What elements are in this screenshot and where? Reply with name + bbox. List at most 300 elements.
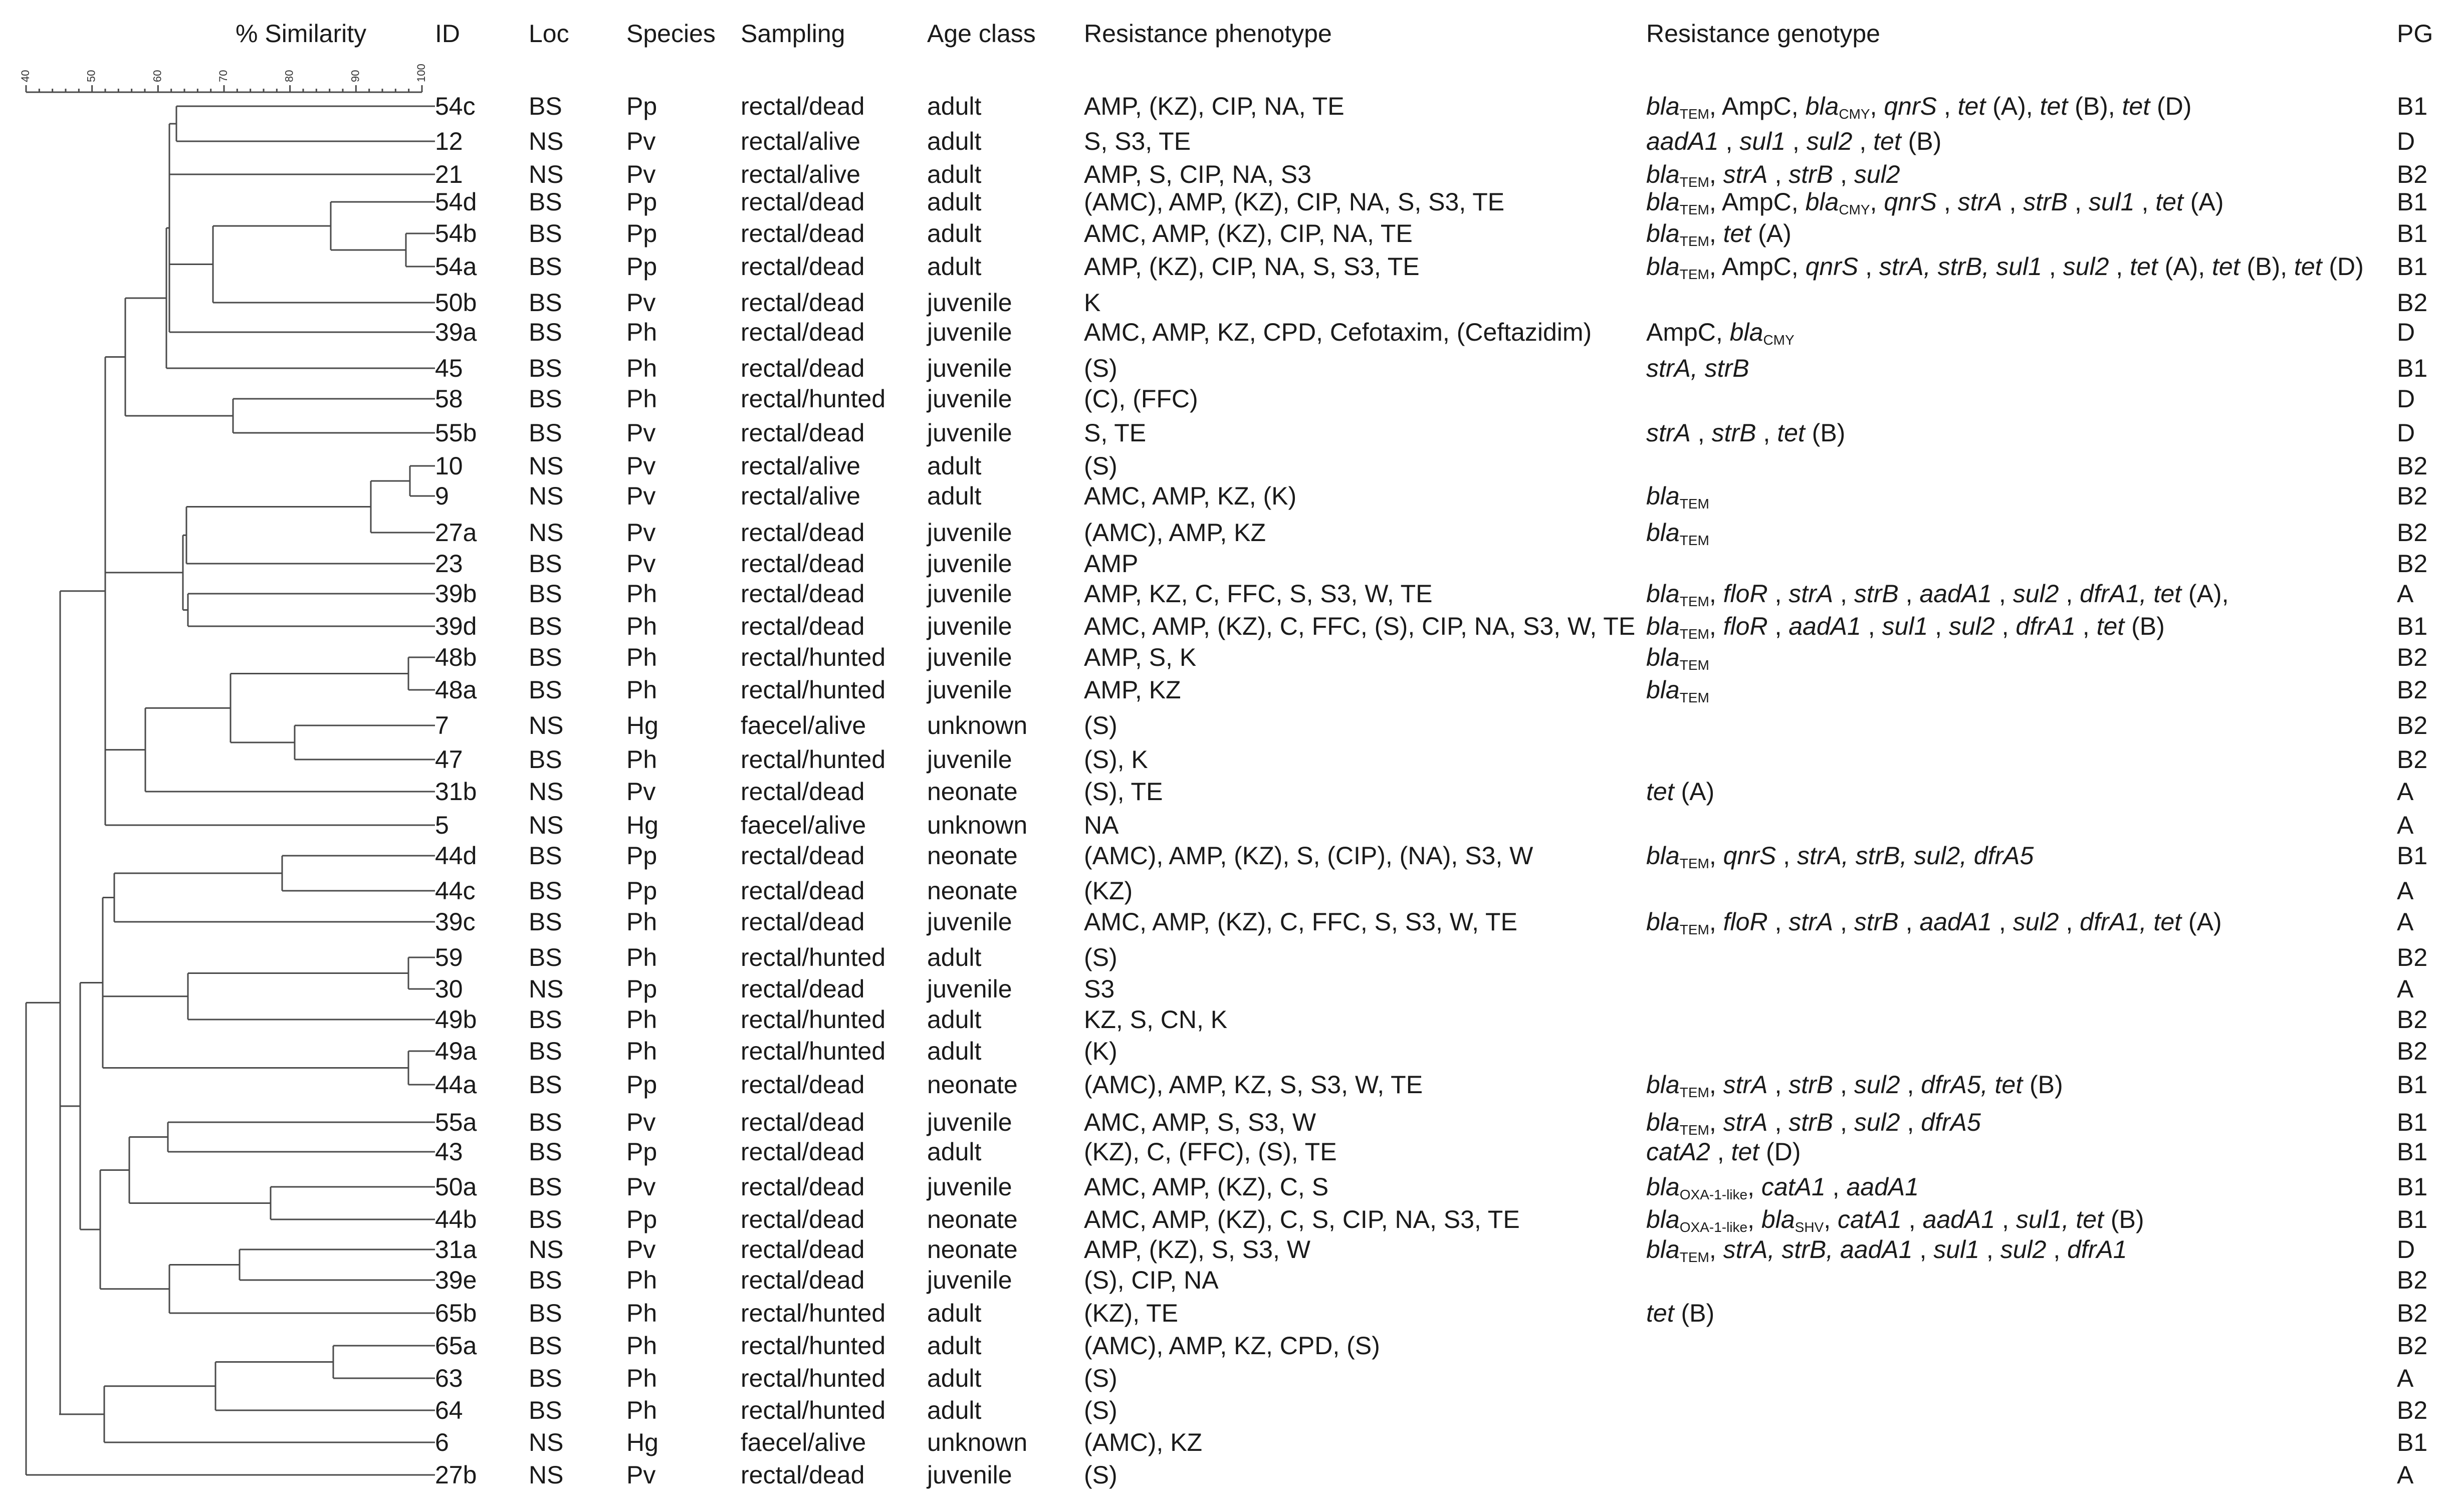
genotype-segment: (B) bbox=[1901, 127, 1942, 155]
genotype-cell bbox=[1646, 1174, 1919, 1202]
sampling-cell: rectal/dead bbox=[741, 92, 865, 120]
genotype-segment: , bbox=[1767, 160, 1789, 188]
isolate-id-cell: 48a bbox=[435, 676, 477, 704]
genotype-segment: sul1, tet bbox=[2016, 1205, 2104, 1233]
genotype-segment: strB bbox=[1854, 908, 1899, 936]
axis-tick-label: 50 bbox=[85, 70, 98, 82]
genotype-segment: bla bbox=[1805, 188, 1839, 216]
sampling-cell: rectal/dead bbox=[741, 1461, 865, 1489]
genotype-segment: bla bbox=[1646, 188, 1680, 216]
sampling-cell: rectal/hunted bbox=[741, 1037, 886, 1065]
isolate-id-cell: 12 bbox=[435, 127, 463, 155]
genotype-segment: , AmpC, bbox=[1709, 188, 1806, 216]
genotype-segment: TEM bbox=[1679, 856, 1709, 871]
sampling-cell: rectal/dead bbox=[741, 1173, 865, 1201]
phenotype-cell: (S) bbox=[1084, 943, 1118, 971]
genotype-cell bbox=[1646, 162, 1900, 189]
age-class-cell: juvenile bbox=[927, 1461, 1012, 1489]
location-cell: BS bbox=[529, 877, 562, 905]
genotype-segment: sul1 bbox=[1739, 127, 1786, 155]
genotype-segment: , bbox=[1861, 612, 1882, 640]
isolate-id-cell: 9 bbox=[435, 482, 449, 510]
axis-tick-label: 70 bbox=[217, 70, 230, 82]
genotype-segment: bla bbox=[1646, 643, 1680, 671]
species-cell: Ph bbox=[626, 1005, 657, 1034]
sampling-cell: rectal/dead bbox=[741, 580, 865, 608]
species-cell: Pp bbox=[626, 975, 657, 1003]
sampling-cell: rectal/dead bbox=[741, 318, 865, 346]
location-cell: BS bbox=[529, 842, 562, 870]
genotype-segment: , bbox=[1747, 1173, 1761, 1201]
genotype-segment: , bbox=[1992, 580, 2013, 608]
species-cell: Hg bbox=[626, 1428, 658, 1456]
phenotype-cell: (AMC), KZ bbox=[1084, 1428, 1203, 1456]
phylogroup-cell: D bbox=[2397, 127, 2415, 155]
species-cell: Ph bbox=[626, 1364, 657, 1392]
genotype-segment: , bbox=[1901, 1205, 1923, 1233]
sampling-cell: rectal/dead bbox=[741, 188, 865, 216]
axis-tick-label: 40 bbox=[19, 70, 32, 82]
genotype-segment: dfrA1, tet bbox=[2080, 908, 2182, 936]
genotype-segment: , bbox=[2046, 1235, 2068, 1264]
sampling-cell: faecel/alive bbox=[741, 711, 866, 739]
genotype-cell bbox=[1646, 320, 1795, 347]
genotype-segment: (B) bbox=[2023, 1071, 2063, 1099]
genotype-segment: , bbox=[1767, 612, 1789, 640]
isolate-id-cell: 23 bbox=[435, 550, 463, 578]
age-class-cell: juvenile bbox=[927, 580, 1012, 608]
isolate-id-cell: 63 bbox=[435, 1364, 463, 1392]
genotype-segment: aadA1 bbox=[1846, 1173, 1919, 1201]
genotype-segment: (D) bbox=[1759, 1138, 1801, 1166]
phenotype-cell: AMP, (KZ), S, S3, W bbox=[1084, 1235, 1310, 1264]
phenotype-cell: AMC, AMP, (KZ), C, S bbox=[1084, 1173, 1329, 1201]
genotype-segment: tet bbox=[1723, 219, 1751, 247]
isolate-id-cell: 39c bbox=[435, 908, 476, 936]
genotype-segment: TEM bbox=[1679, 202, 1709, 217]
genotype-cell bbox=[1646, 614, 2165, 641]
genotype-segment: , bbox=[1690, 419, 1712, 447]
genotype-segment: , bbox=[1870, 92, 1884, 120]
phenotype-cell: (KZ), TE bbox=[1084, 1299, 1178, 1327]
species-cell: Pv bbox=[626, 1235, 656, 1264]
genotype-segment: strA bbox=[1789, 580, 1834, 608]
genotype-segment: (A), bbox=[1985, 92, 2040, 120]
genotype-segment: , bbox=[2042, 253, 2063, 281]
genotype-segment: , bbox=[1833, 580, 1854, 608]
sampling-cell: rectal/hunted bbox=[741, 745, 886, 774]
genotype-segment: , bbox=[1709, 842, 1723, 870]
genotype-segment: , AmpC, bbox=[1709, 92, 1806, 120]
isolate-id-cell: 58 bbox=[435, 385, 463, 413]
genotype-cell bbox=[1646, 843, 2034, 871]
loc-header: Loc bbox=[529, 20, 569, 48]
genotype-segment: aadA1 bbox=[1922, 1205, 1995, 1233]
species-cell: Hg bbox=[626, 811, 658, 839]
isolate-id-cell: 54a bbox=[435, 253, 477, 281]
genotype-segment: , bbox=[1833, 1071, 1854, 1099]
location-cell: BS bbox=[529, 550, 562, 578]
location-cell: NS bbox=[529, 1235, 564, 1264]
isolate-id-cell: 50b bbox=[435, 289, 477, 317]
genotype-segment: bla bbox=[1646, 1108, 1680, 1136]
genotype-segment: bla bbox=[1646, 160, 1680, 188]
phylogroup-cell: B2 bbox=[2397, 1266, 2428, 1294]
location-cell: BS bbox=[529, 1364, 562, 1392]
genotype-segment: , bbox=[1767, 908, 1789, 936]
genotype-segment: bla bbox=[1646, 219, 1680, 247]
phylogroup-cell: A bbox=[2397, 811, 2414, 839]
age-class-cell: juvenile bbox=[927, 745, 1012, 774]
phylogroup-cell: B2 bbox=[2397, 519, 2428, 547]
genotype-segment: , bbox=[1994, 612, 2016, 640]
phenotype-cell: AMC, AMP, S, S3, W bbox=[1084, 1108, 1316, 1136]
age-class-cell: adult bbox=[927, 1037, 982, 1065]
sampling-cell: rectal/dead bbox=[741, 550, 865, 578]
genotype-segment: strB bbox=[1854, 580, 1899, 608]
phylogroup-cell: B2 bbox=[2397, 1396, 2428, 1424]
genotype-segment: , bbox=[1833, 908, 1854, 936]
genotype-cell bbox=[1646, 420, 1845, 445]
genotype-segment: dfrA1, tet bbox=[2080, 580, 2182, 608]
age-class-header: Age class bbox=[927, 20, 1036, 48]
location-cell: BS bbox=[529, 188, 562, 216]
phylogroup-cell: B1 bbox=[2397, 612, 2428, 640]
genotype-segment: tet bbox=[2155, 188, 2183, 216]
genotype-segment: tet bbox=[2212, 253, 2240, 281]
location-cell: BS bbox=[529, 1266, 562, 1294]
species-cell: Pp bbox=[626, 877, 657, 905]
genotype-cell bbox=[1646, 356, 1749, 381]
age-class-cell: juvenile bbox=[927, 1108, 1012, 1136]
genotype-cell bbox=[1646, 520, 1709, 548]
phenotype-cell: (S) bbox=[1084, 1396, 1118, 1424]
isolate-id-cell: 45 bbox=[435, 354, 463, 382]
genotype-segment: strA bbox=[1723, 1108, 1768, 1136]
genotype-segment: CMY bbox=[1839, 202, 1870, 217]
phylogroup-cell: B1 bbox=[2397, 1205, 2428, 1233]
sampling-cell: rectal/hunted bbox=[741, 676, 886, 704]
genotype-segment: , bbox=[1833, 160, 1854, 188]
age-class-cell: adult bbox=[927, 1299, 982, 1327]
age-class-cell: adult bbox=[927, 188, 982, 216]
genotype-segment: sul2 bbox=[1806, 127, 1853, 155]
genotype-cell bbox=[1646, 94, 2191, 121]
genotype-segment: , bbox=[1767, 580, 1789, 608]
phylogroup-cell: A bbox=[2397, 877, 2414, 905]
axis-tick-label: 90 bbox=[349, 70, 362, 82]
phenotype-cell: (AMC), AMP, KZ, CPD, (S) bbox=[1084, 1332, 1380, 1360]
age-class-cell: adult bbox=[927, 1332, 982, 1360]
phenotype-cell: AMC, AMP, (KZ), C, S, CIP, NA, S3, TE bbox=[1084, 1205, 1520, 1233]
sampling-cell: rectal/dead bbox=[741, 419, 865, 447]
pg-header: PG bbox=[2397, 20, 2433, 48]
species-cell: Ph bbox=[626, 643, 657, 671]
age-class-cell: adult bbox=[927, 1364, 982, 1392]
genotype-cell bbox=[1646, 645, 1709, 672]
genotype-cell bbox=[1646, 909, 2222, 937]
isolate-id-cell: 49b bbox=[435, 1005, 477, 1034]
genotype-segment: catA1 bbox=[1838, 1205, 1902, 1233]
genotype-segment: TEM bbox=[1679, 1122, 1709, 1138]
genotype-segment: TEM bbox=[1679, 594, 1709, 609]
phenotype-cell: KZ, S, CN, K bbox=[1084, 1005, 1228, 1034]
genotype-segment: floR bbox=[1723, 908, 1768, 936]
phylogroup-cell: B2 bbox=[2397, 1299, 2428, 1327]
phylogroup-cell: B1 bbox=[2397, 188, 2428, 216]
age-class-cell: adult bbox=[927, 253, 982, 281]
species-cell: Ph bbox=[626, 354, 657, 382]
isolate-id-cell: 39e bbox=[435, 1266, 477, 1294]
species-cell: Ph bbox=[626, 943, 657, 971]
phylogroup-cell: B2 bbox=[2397, 676, 2428, 704]
age-class-cell: juvenile bbox=[927, 519, 1012, 547]
age-class-cell: juvenile bbox=[927, 385, 1012, 413]
genotype-segment: bla bbox=[1646, 1071, 1680, 1099]
location-cell: BS bbox=[529, 318, 562, 346]
genotype-segment: (B) bbox=[2124, 612, 2165, 640]
isolate-id-cell: 54b bbox=[435, 219, 477, 247]
species-cell: Ph bbox=[626, 580, 657, 608]
genotype-cell bbox=[1646, 221, 1792, 248]
phylogroup-cell: B1 bbox=[2397, 1108, 2428, 1136]
age-class-cell: neonate bbox=[927, 778, 1018, 806]
phylogroup-cell: B2 bbox=[2397, 160, 2428, 188]
genotype-segment: tet bbox=[2294, 253, 2322, 281]
isolate-id-cell: 64 bbox=[435, 1396, 463, 1424]
location-cell: BS bbox=[529, 1205, 562, 1233]
species-cell: Pp bbox=[626, 253, 657, 281]
genotype-segment: bla bbox=[1646, 908, 1680, 936]
genotype-segment: , bbox=[1898, 908, 1920, 936]
sampling-cell: rectal/hunted bbox=[741, 1299, 886, 1327]
phenotype-cell: AMC, AMP, (KZ), C, FFC, (S), CIP, NA, S3, W, TE bbox=[1084, 612, 1636, 640]
sampling-cell: rectal/hunted bbox=[741, 1396, 886, 1424]
phylogroup-cell: D bbox=[2397, 385, 2415, 413]
phenotype-cell: S3 bbox=[1084, 975, 1115, 1003]
genotype-cell bbox=[1646, 1072, 2063, 1100]
species-cell: Pp bbox=[626, 842, 657, 870]
location-cell: NS bbox=[529, 160, 564, 188]
genotype-cell bbox=[1646, 129, 1941, 154]
location-cell: BS bbox=[529, 745, 562, 774]
location-cell: BS bbox=[529, 219, 562, 247]
phenotype-cell: (AMC), AMP, (KZ), CIP, NA, S, S3, TE bbox=[1084, 188, 1505, 216]
genotype-cell bbox=[1646, 677, 1709, 705]
location-cell: BS bbox=[529, 612, 562, 640]
id-header: ID bbox=[435, 20, 460, 48]
genotype-segment: strA, strB, aadA1 bbox=[1723, 1235, 1913, 1264]
phenotype-cell: S, S3, TE bbox=[1084, 127, 1191, 155]
isolate-id-cell: 44a bbox=[435, 1071, 477, 1099]
sampling-cell: rectal/alive bbox=[741, 452, 860, 480]
location-cell: NS bbox=[529, 811, 564, 839]
species-cell: Ph bbox=[626, 318, 657, 346]
phylogroup-cell: B1 bbox=[2397, 1173, 2428, 1201]
isolate-id-cell: 27b bbox=[435, 1461, 477, 1489]
phenotype-cell: AMC, AMP, (KZ), C, FFC, S, S3, W, TE bbox=[1084, 908, 1517, 936]
age-class-cell: adult bbox=[927, 1396, 982, 1424]
genotype-segment: , bbox=[2075, 612, 2097, 640]
genotype-segment: tet bbox=[1646, 1299, 1674, 1327]
isolate-id-cell: 31b bbox=[435, 778, 477, 806]
phenotype-cell: (S) bbox=[1084, 711, 1118, 739]
phenotype-cell: (C), (FFC) bbox=[1084, 385, 1198, 413]
genotype-segment: , bbox=[1709, 219, 1723, 247]
species-cell: Ph bbox=[626, 385, 657, 413]
genotype-segment: tet bbox=[2130, 253, 2158, 281]
genotype-segment: bla bbox=[1805, 92, 1839, 120]
genotype-segment: AmpC, bbox=[1646, 318, 1730, 346]
age-class-cell: juvenile bbox=[927, 419, 1012, 447]
age-class-cell: juvenile bbox=[927, 1173, 1012, 1201]
species-cell: Pv bbox=[626, 778, 656, 806]
isolate-id-cell: 50a bbox=[435, 1173, 477, 1201]
phenotype-cell: (KZ) bbox=[1084, 877, 1133, 905]
genotype-segment: strB bbox=[2023, 188, 2068, 216]
genotype-segment: TEM bbox=[1679, 922, 1709, 937]
isolate-id-cell: 7 bbox=[435, 711, 449, 739]
phylogroup-cell: A bbox=[2397, 1364, 2414, 1392]
location-cell: BS bbox=[529, 643, 562, 671]
age-class-cell: neonate bbox=[927, 877, 1018, 905]
genotype-segment: sul2 bbox=[2013, 580, 2059, 608]
genotype-segment: TEM bbox=[1679, 106, 1709, 122]
isolate-id-cell: 21 bbox=[435, 160, 463, 188]
age-class-cell: adult bbox=[927, 943, 982, 971]
genotype-segment: bla bbox=[1646, 612, 1680, 640]
phylogroup-cell: B2 bbox=[2397, 482, 2428, 510]
sampling-cell: rectal/dead bbox=[741, 1205, 865, 1233]
species-cell: Ph bbox=[626, 676, 657, 704]
similarity-header: % Similarity bbox=[236, 20, 367, 48]
genotype-segment: catA2 bbox=[1646, 1138, 1710, 1166]
genotype-segment: , bbox=[1900, 1108, 1921, 1136]
genotype-segment: bla bbox=[1729, 318, 1763, 346]
phylogroup-cell: A bbox=[2397, 908, 2414, 936]
species-cell: Ph bbox=[626, 612, 657, 640]
phenotype-cell: (S) bbox=[1084, 1364, 1118, 1392]
phenotype-cell: (S), K bbox=[1084, 745, 1148, 774]
genotype-segment: (A) bbox=[2183, 188, 2224, 216]
location-cell: BS bbox=[529, 419, 562, 447]
sampling-cell: rectal/alive bbox=[741, 127, 860, 155]
sampling-cell: rectal/dead bbox=[741, 1138, 865, 1166]
phenotype-cell: (KZ), C, (FFC), (S), TE bbox=[1084, 1138, 1337, 1166]
age-class-cell: juvenile bbox=[927, 1266, 1012, 1294]
genotype-segment: strB bbox=[1711, 419, 1756, 447]
phylogroup-cell: D bbox=[2397, 318, 2415, 346]
age-class-cell: juvenile bbox=[927, 612, 1012, 640]
genotype-segment: sul1 bbox=[1933, 1235, 1979, 1264]
genotype-segment: qnrS bbox=[1884, 188, 1937, 216]
isolate-id-cell: 39b bbox=[435, 580, 477, 608]
isolate-id-cell: 31a bbox=[435, 1235, 477, 1264]
age-class-cell: neonate bbox=[927, 1071, 1018, 1099]
genotype-segment: , bbox=[1709, 908, 1723, 936]
phylogroup-cell: B1 bbox=[2397, 1428, 2428, 1456]
genotype-segment: strA bbox=[1957, 188, 2002, 216]
genotype-segment: tet bbox=[2040, 92, 2068, 120]
genotype-cell bbox=[1646, 1301, 1714, 1326]
phenotype-cell: AMP, S, CIP, NA, S3 bbox=[1084, 160, 1311, 188]
age-class-cell: adult bbox=[927, 1138, 982, 1166]
genotype-segment: , bbox=[1767, 1071, 1789, 1099]
isolate-id-cell: 48b bbox=[435, 643, 477, 671]
phenotype-cell: AMC, AMP, (KZ), CIP, NA, TE bbox=[1084, 219, 1413, 247]
isolate-id-cell: 43 bbox=[435, 1138, 463, 1166]
genotype-segment: strA bbox=[1723, 160, 1768, 188]
axis-tick-label: 80 bbox=[283, 70, 296, 82]
age-class-cell: adult bbox=[927, 127, 982, 155]
genotype-header: Resistance genotype bbox=[1646, 20, 1880, 48]
age-class-cell: adult bbox=[927, 1005, 982, 1034]
age-class-cell: unknown bbox=[927, 811, 1028, 839]
location-cell: NS bbox=[529, 711, 564, 739]
genotype-cell bbox=[1646, 483, 1709, 511]
isolate-id-cell: 30 bbox=[435, 975, 463, 1003]
genotype-segment: TEM bbox=[1679, 233, 1709, 249]
genotype-segment: tet bbox=[2096, 612, 2125, 640]
genotype-segment: tet bbox=[2122, 92, 2150, 120]
genotype-segment: sul2 bbox=[1948, 612, 1995, 640]
genotype-segment: , bbox=[2059, 908, 2080, 936]
isolate-id-cell: 6 bbox=[435, 1428, 449, 1456]
location-cell: BS bbox=[529, 1173, 562, 1201]
sampling-cell: faecel/alive bbox=[741, 1428, 866, 1456]
phenotype-cell: (S), CIP, NA bbox=[1084, 1266, 1219, 1294]
location-cell: NS bbox=[529, 482, 564, 510]
phylogroup-cell: B1 bbox=[2397, 253, 2428, 281]
phylogroup-cell: B1 bbox=[2397, 219, 2428, 247]
genotype-cell bbox=[1646, 581, 2228, 609]
location-cell: NS bbox=[529, 519, 564, 547]
genotype-segment: bla bbox=[1646, 253, 1680, 281]
genotype-segment: bla bbox=[1646, 842, 1680, 870]
genotype-segment: (B) bbox=[1674, 1299, 1715, 1327]
isolate-id-cell: 10 bbox=[435, 452, 463, 480]
phenotype-cell: S, TE bbox=[1084, 419, 1147, 447]
genotype-segment: , AmpC, bbox=[1709, 253, 1806, 281]
location-cell: BS bbox=[529, 908, 562, 936]
phenotype-cell: AMP, KZ bbox=[1084, 676, 1181, 704]
sampling-cell: rectal/dead bbox=[741, 219, 865, 247]
phylogroup-cell: B1 bbox=[2397, 842, 2428, 870]
phylogroup-cell: B1 bbox=[2397, 354, 2428, 382]
genotype-segment: (A) bbox=[1674, 778, 1715, 806]
phylogroup-cell: B2 bbox=[2397, 289, 2428, 317]
sampling-cell: rectal/hunted bbox=[741, 1364, 886, 1392]
location-cell: BS bbox=[529, 354, 562, 382]
sampling-cell: rectal/dead bbox=[741, 253, 865, 281]
genotype-segment: bla bbox=[1646, 482, 1680, 510]
phylogroup-cell: B2 bbox=[2397, 643, 2428, 671]
genotype-segment: (B) bbox=[2103, 1205, 2144, 1233]
isolate-id-cell: 65b bbox=[435, 1299, 477, 1327]
genotype-segment: (D) bbox=[2322, 253, 2364, 281]
sampling-cell: rectal/hunted bbox=[741, 1005, 886, 1034]
location-cell: NS bbox=[529, 1461, 564, 1489]
phenotype-cell: (AMC), AMP, KZ bbox=[1084, 519, 1266, 547]
genotype-segment: tet bbox=[1957, 92, 1986, 120]
genotype-segment: , bbox=[1786, 127, 1807, 155]
phylogroup-cell: B1 bbox=[2397, 1071, 2428, 1099]
phenotype-cell: K bbox=[1084, 289, 1101, 317]
species-cell: Pp bbox=[626, 1205, 657, 1233]
genotype-segment: bla bbox=[1646, 1173, 1680, 1201]
isolate-id-cell: 39d bbox=[435, 612, 477, 640]
genotype-segment: , bbox=[1898, 580, 1920, 608]
